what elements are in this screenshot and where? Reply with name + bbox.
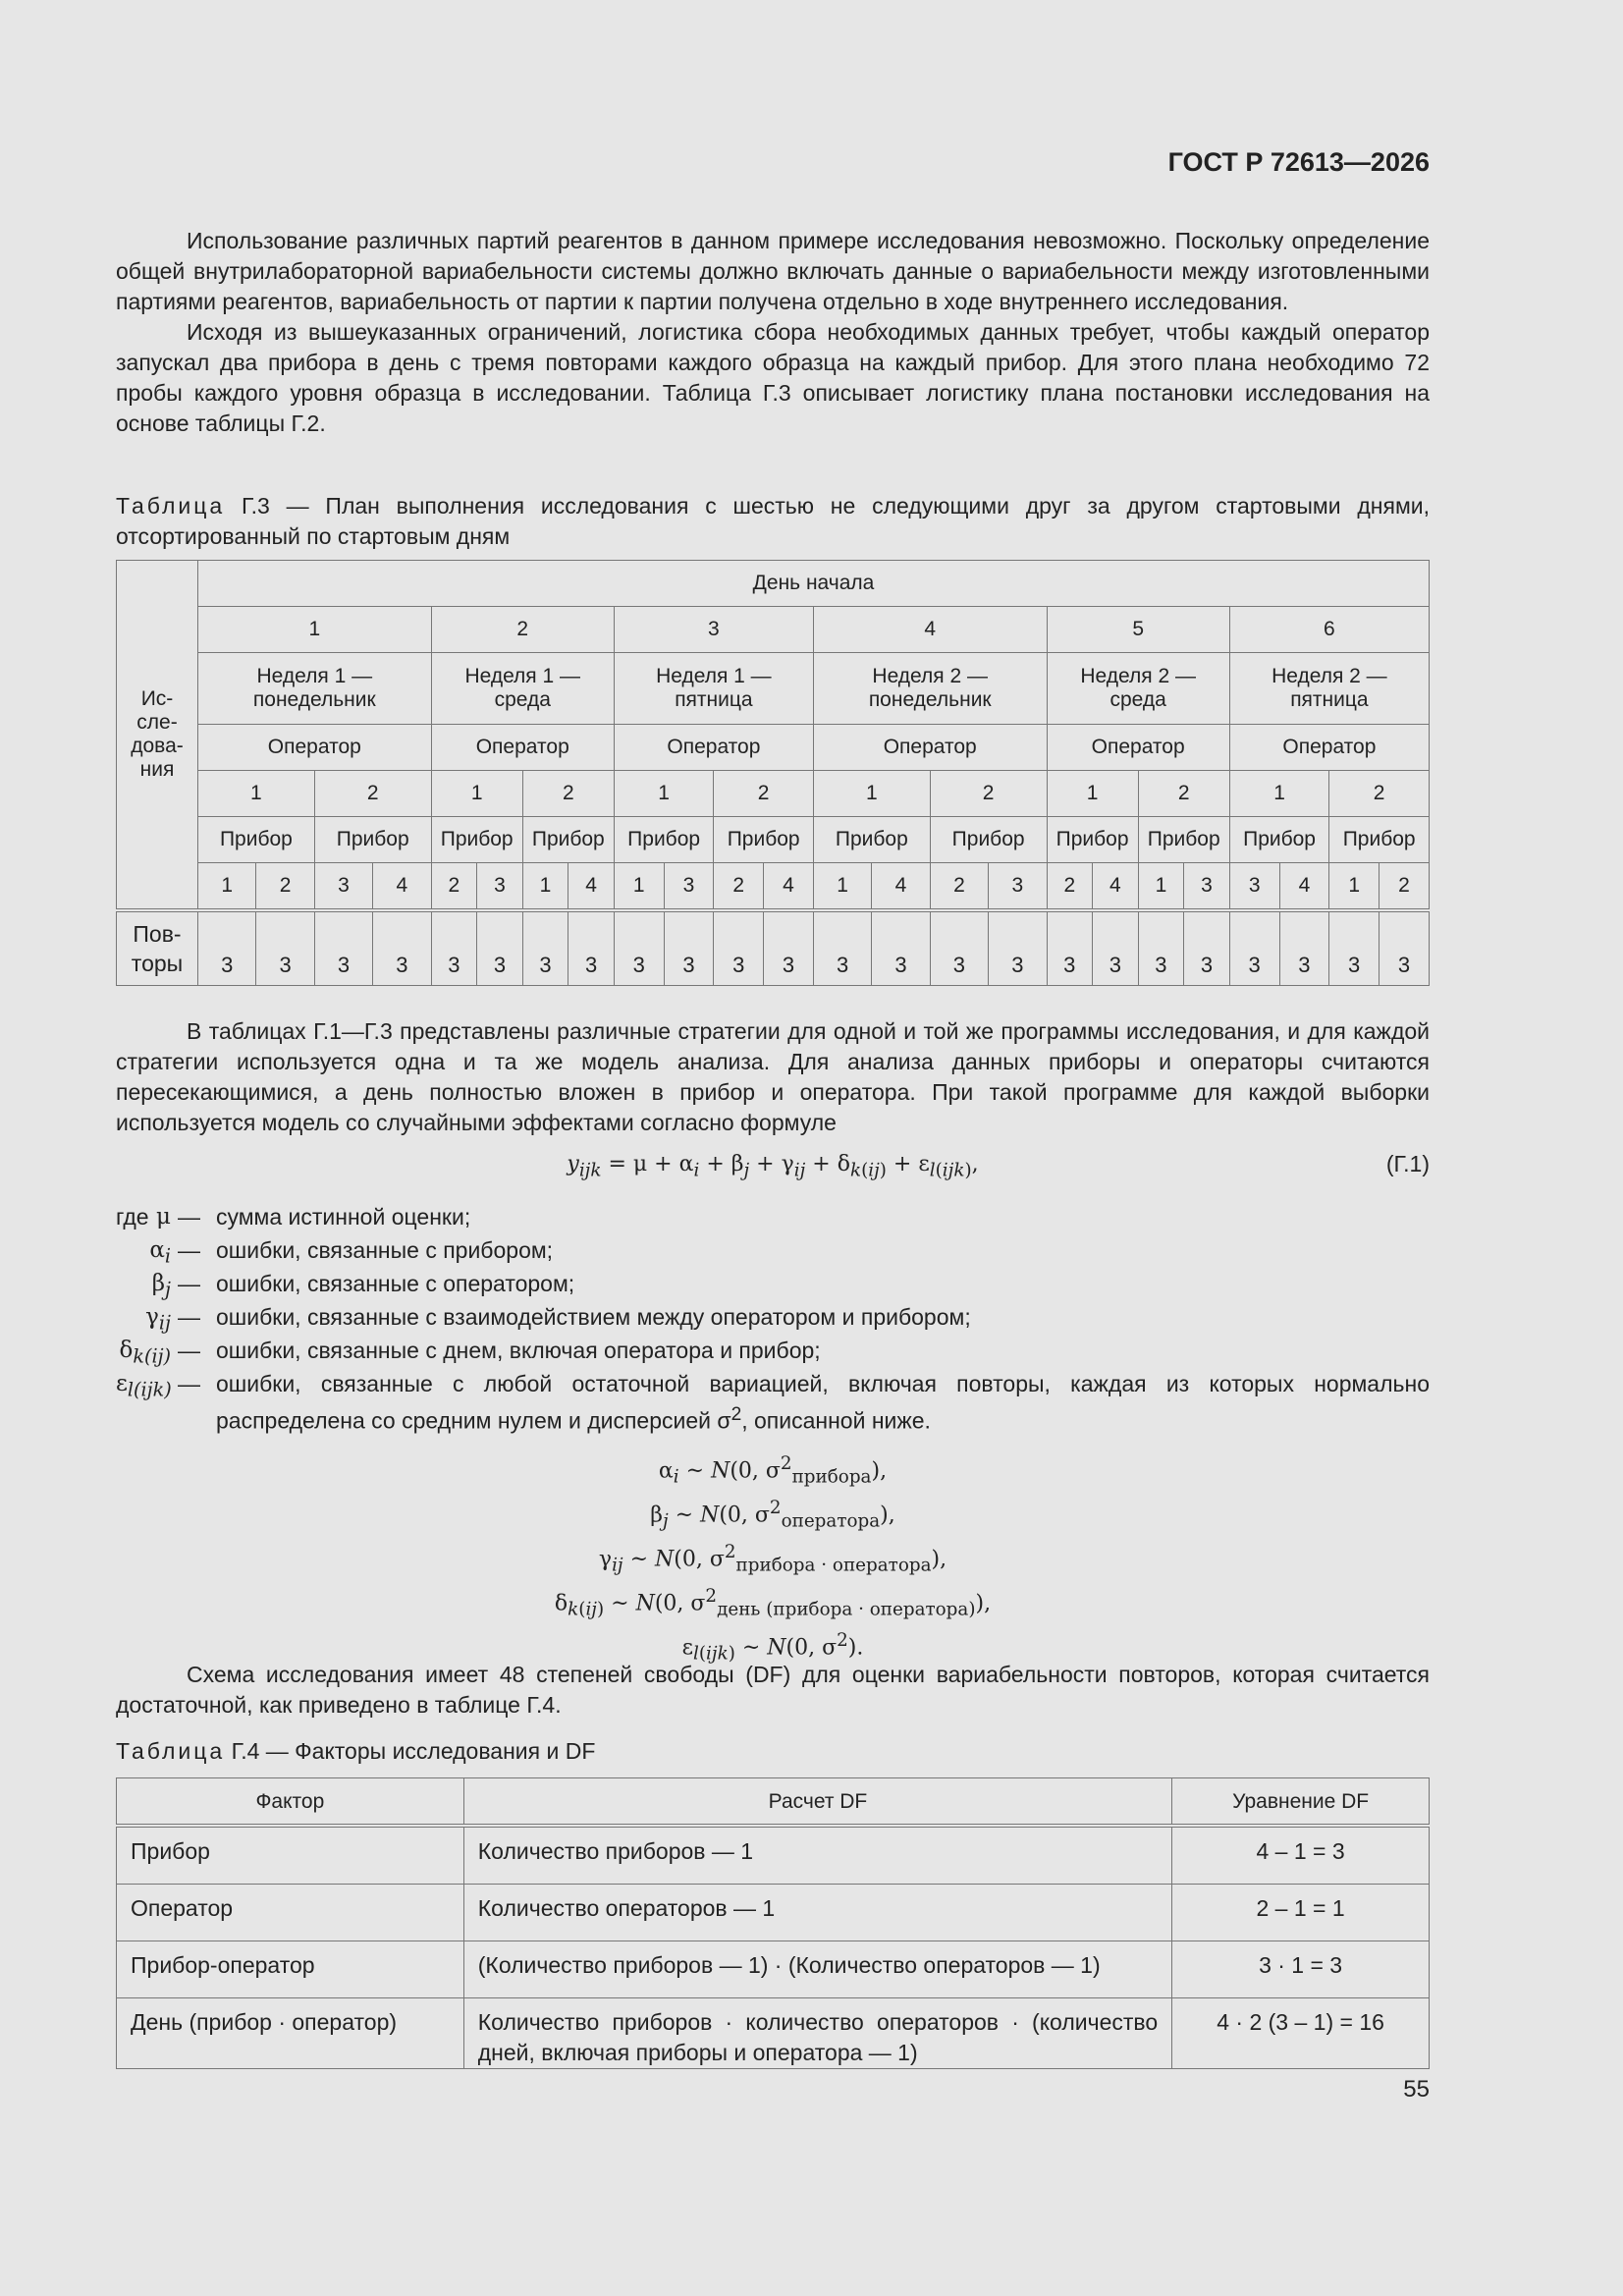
table3-device-number: 1	[1138, 863, 1184, 911]
where-item: $\alpha_i$ — ошибки, связанные с прибором;	[116, 1233, 1430, 1267]
table3-device-number: 4	[1093, 863, 1139, 911]
table3-device-label: Прибор	[198, 817, 315, 863]
table3-operator-number: 2	[1138, 771, 1229, 817]
table3-operator-number: 1	[198, 771, 315, 817]
document-code: ГОСТ Р 72613—2026	[1167, 147, 1430, 177]
table3-repeat-value: 3	[664, 910, 714, 986]
table-row	[117, 1941, 1430, 1998]
table3-repeat-value: 3	[198, 910, 256, 986]
table3-week: Неделя 2 — пятница	[1229, 653, 1429, 725]
where-desc: ошибки, связанные с взаимодействием между оператором и прибором;	[216, 1304, 971, 1330]
where-item: $\beta_j$ — ошибки, связанные с оператором;	[116, 1267, 1430, 1300]
table4-cell-eq: 4 – 1 = 3	[1172, 1826, 1430, 1885]
table3-caption-text: Г.3 — План выполнения исследования с шестью не следующими друг за другом стартовыми днями, отсортированный по стартовым дням	[116, 493, 1430, 549]
table3-repeat-value: 3	[614, 910, 664, 986]
symbol-gamma: $\gamma_{ij}$	[145, 1304, 171, 1335]
symbol-epsilon: $\varepsilon_{l(ijk)}$	[116, 1371, 172, 1401]
table3-repeat-value: 3	[314, 910, 372, 986]
table4-cell-eq: 2 – 1 = 1	[1172, 1885, 1430, 1941]
table3-operator-number: 1	[1047, 771, 1138, 817]
df-paragraph: Схема исследования имеет 48 степеней свободы (DF) для оценки вариабельности повторов, которая считается достаточной, как приведено в таблице Г.4.	[116, 1662, 1430, 1718]
where-desc: ошибки, связанные с днем, включая оператора и прибор;	[216, 1338, 821, 1363]
table-row	[117, 561, 1430, 607]
table3-operator-number: 2	[1329, 771, 1430, 817]
symbol-alpha: $\alpha_i$	[149, 1237, 171, 1268]
where-desc: сумма истинной оценки;	[216, 1204, 471, 1230]
table-row	[117, 771, 1430, 817]
table3-device-label: Прибор	[522, 817, 614, 863]
distribution-formulas	[116, 1442, 1430, 1663]
table3-operator-number: 1	[813, 771, 930, 817]
where-desc: ошибки, связанные с любой остаточной вариацией, включая повторы, каждая из которых нормально распределена со средним нулем и дисперсией $\sigma^2$, описанной ниже.	[216, 1371, 1430, 1434]
table3-day: 3	[614, 607, 813, 653]
table4-header-eq: Уравнение DF	[1172, 1778, 1430, 1827]
table3-week: Неделя 1 — среда	[431, 653, 614, 725]
table-row	[117, 863, 1430, 911]
table-row	[117, 910, 1430, 986]
table3-week: Неделя 2 — понедельник	[813, 653, 1047, 725]
table3-repeat-value: 3	[1329, 910, 1380, 986]
where-prefix: где	[116, 1204, 149, 1230]
table3-operator-label: Оператор	[614, 725, 813, 771]
where-item: где μ — сумма истинной оценки;	[116, 1200, 1430, 1233]
table3-device-label: Прибор	[314, 817, 431, 863]
table3-repeat-value: 3	[568, 910, 615, 986]
table3-repeat-value: 3	[373, 910, 431, 986]
table4-caption-label: Таблица	[116, 1738, 226, 1764]
table3-device-number: 4	[373, 863, 431, 911]
table3-study-plan	[116, 560, 1430, 986]
table3-device-number: 1	[813, 863, 871, 911]
table3-start-day-header: День начала	[198, 561, 1430, 607]
table3-repeat-value: 3	[1380, 910, 1430, 986]
table3-device-number: 2	[1380, 863, 1430, 911]
symbol-mu: μ	[156, 1204, 171, 1230]
table3-device-label: Прибор	[1329, 817, 1430, 863]
table3-device-number: 3	[1229, 863, 1279, 911]
table3-device-number: 4	[568, 863, 615, 911]
table3-operator-label: Оператор	[1229, 725, 1429, 771]
where-item: $\gamma_{ij}$ — ошибки, связанные с взаимодействием между оператором и прибором;	[116, 1300, 1430, 1334]
table4-cell-eq: 3 · 1 = 3	[1172, 1941, 1430, 1998]
table4-cell-calc: Количество операторов — 1	[463, 1885, 1171, 1941]
table3-device-number: 3	[664, 863, 714, 911]
table3-day: 2	[431, 607, 614, 653]
table3-device-number: 2	[256, 863, 314, 911]
distribution-epsilon: $\varepsilon_{l(ijk)}$ ~ N(0, $\sigma^2$).	[681, 1630, 864, 1665]
table3-repeat-value: 3	[714, 910, 764, 986]
table3-operator-label: Оператор	[813, 725, 1047, 771]
table3-repeat-value: 3	[1279, 910, 1329, 986]
table3-device-label: Прибор	[813, 817, 930, 863]
table-row	[117, 1885, 1430, 1941]
table3-device-label: Прибор	[1047, 817, 1138, 863]
table-row	[117, 653, 1430, 725]
table3-operator-number: 2	[930, 771, 1047, 817]
table3-device-number: 1	[522, 863, 568, 911]
table3-device-number: 4	[764, 863, 814, 911]
table4-cell-factor: День (прибор · оператор)	[117, 1998, 464, 2069]
intro-section	[116, 226, 1430, 439]
table3-repeat-value: 3	[1047, 910, 1093, 986]
distribution-delta: $\delta_{k(ij)}$ ~ N(0, $\sigma^2_{день (прибора \cdot оператора)}$),	[554, 1586, 992, 1620]
table3-repeat-value: 3	[1229, 910, 1279, 986]
table3-device-number: 4	[872, 863, 930, 911]
table4-study-factors	[116, 1777, 1430, 2069]
table3-operator-label: Оператор	[1047, 725, 1229, 771]
table4-header-factor: Фактор	[117, 1778, 464, 1827]
where-item: $\varepsilon_{l(ijk)}$ — ошибки, связанные с любой остаточной вариацией, включая повторы, каждая из которых нормально распределена со средним нулем и дисперсией $\sigma^2$, описанной ниже.	[116, 1367, 1430, 1437]
table3-operator-number: 2	[522, 771, 614, 817]
table-row	[117, 1826, 1430, 1885]
table3-device-label: Прибор	[614, 817, 714, 863]
table4-caption	[116, 1736, 595, 1767]
table3-operator-number: 1	[431, 771, 522, 817]
table3-day: 6	[1229, 607, 1429, 653]
table3-day: 5	[1047, 607, 1229, 653]
formula-number: (Г.1)	[1385, 1151, 1430, 1176]
table3-device-number: 3	[314, 863, 372, 911]
table3-device-label: Прибор	[1138, 817, 1229, 863]
table3-repeat-value: 3	[764, 910, 814, 986]
table3-device-number: 1	[1329, 863, 1380, 911]
table3-device-number: 2	[1047, 863, 1093, 911]
symbol-beta: $\beta_j$	[151, 1271, 171, 1301]
table3-repeat-value: 3	[431, 910, 477, 986]
table3-repeat-value: 3	[989, 910, 1047, 986]
table3-device-number: 4	[1279, 863, 1329, 911]
table3-device-number: 2	[930, 863, 988, 911]
table3-device-label: Прибор	[431, 817, 522, 863]
table-row	[117, 817, 1430, 863]
table3-operator-number: 1	[1229, 771, 1329, 817]
table3-repeat-value: 3	[522, 910, 568, 986]
page-number: 55	[1403, 2076, 1430, 2103]
table3-device-number: 3	[989, 863, 1047, 911]
table3-repeat-value: 3	[1093, 910, 1139, 986]
table3-repeat-value: 3	[813, 910, 871, 986]
table3-device-number: 2	[431, 863, 477, 911]
table3-repeat-value: 3	[872, 910, 930, 986]
table3-operator-label: Оператор	[431, 725, 614, 771]
table3-week: Неделя 1 — понедельник	[198, 653, 432, 725]
table3-operator-number: 2	[714, 771, 814, 817]
table4-cell-eq: 4 · 2 (3 – 1) = 16	[1172, 1998, 1430, 2069]
table3-device-label: Прибор	[714, 817, 814, 863]
table4-cell-factor: Оператор	[117, 1885, 464, 1941]
symbol-delta: $\delta_{k(ij)}$	[119, 1338, 171, 1368]
where-desc: ошибки, связанные с оператором;	[216, 1271, 575, 1296]
table3-day: 1	[198, 607, 432, 653]
table3-caption	[116, 491, 1430, 552]
table4-cell-factor: Прибор-оператор	[117, 1941, 464, 1998]
table3-device-number: 1	[198, 863, 256, 911]
table4-caption-text: Г.4 — Факторы исследования и DF	[225, 1738, 596, 1764]
table4-cell-calc: Количество приборов · количество операторов · (количество дней, включая приборы и оператора — 1)	[463, 1998, 1171, 2069]
table3-device-number: 3	[1184, 863, 1230, 911]
document-page	[116, 0, 1430, 2296]
table3-device-number: 3	[477, 863, 523, 911]
table3-operator-number: 1	[614, 771, 714, 817]
table4-cell-calc: (Количество приборов — 1) · (Количество операторов — 1)	[463, 1941, 1171, 1998]
table3-repeat-value: 3	[1138, 910, 1184, 986]
intro-paragraph-2: Исходя из вышеуказанных ограничений, логистика сбора необходимых данных требует, чтобы каждый оператор запускал два прибора в день с тремя повторами каждого образца на каждый прибор. Для этого плана необходимо 72 пробы каждого уровня образца в исследовании. Таблица Г.3 описывает логистику плана постановки исследования на основе таблицы Г.2.	[116, 319, 1430, 436]
table-row	[117, 725, 1430, 771]
where-item: $\delta_{k(ij)}$ — ошибки, связанные с днем, включая оператора и прибор;	[116, 1334, 1430, 1367]
table3-device-label: Прибор	[930, 817, 1047, 863]
distribution-beta: $\beta_j$ ~ N(0, $\sigma^2_{оператора}$),	[650, 1498, 895, 1532]
table3-repeats-label: Пов- торы	[117, 910, 198, 986]
table3-device-label: Прибор	[1229, 817, 1329, 863]
table4-cell-factor: Прибор	[117, 1826, 464, 1885]
table3-device-number: 1	[614, 863, 664, 911]
where-desc: ошибки, связанные с прибором;	[216, 1237, 554, 1263]
table4-cell-calc: Количество приборов — 1	[463, 1826, 1171, 1885]
table3-day: 4	[813, 607, 1047, 653]
distribution-alpha: $\alpha_i$ ~ N(0, $\sigma^2_{прибора}$),	[658, 1453, 888, 1488]
distribution-gamma: $\gamma_{ij}$ ~ N(0, $\sigma^2_{прибора \cdot оператора}$),	[598, 1542, 947, 1576]
table4-header-calc: Расчет DF	[463, 1778, 1171, 1827]
formula-g1	[116, 1149, 1430, 1185]
where-list	[116, 1200, 1430, 1437]
table3-caption-label: Таблица	[116, 493, 226, 519]
table3-operator-number: 2	[314, 771, 431, 817]
table3-study-header: Ис- сле- дова- ния	[117, 561, 198, 911]
table-row	[117, 607, 1430, 653]
table3-repeat-value: 3	[1184, 910, 1230, 986]
table3-week: Неделя 1 — пятница	[614, 653, 813, 725]
table3-repeat-value: 3	[930, 910, 988, 986]
table3-repeat-value: 3	[477, 910, 523, 986]
table-row	[117, 1998, 1430, 2069]
table3-repeat-value: 3	[256, 910, 314, 986]
table3-device-number: 2	[714, 863, 764, 911]
table3-week: Неделя 2 — среда	[1047, 653, 1229, 725]
intro-paragraph-1: Использование различных партий реагентов в данном примере исследования невозможно. Поскольку определение общей внутрилабораторной вариабельности системы должно включать данные о вариабельности между изготовленными партиями реагентов, вариабельность от партии к партии получена отдельно в ходе внутреннего исследования.	[116, 228, 1430, 314]
after-table-paragraph: В таблицах Г.1—Г.3 представлены различные стратегии для одной и той же программы исследования, и для каждой стратегии используется одна и та же модель анализа. Для анализа данных приборы и операторы считаются пересекающимися, а день полностью вложен в прибор и оператора. При такой программе для каждой выборки используется модель со случайными эффектами согласно формуле	[116, 1018, 1430, 1135]
table3-operator-label: Оператор	[198, 725, 432, 771]
formula-expression: $y_{ijk} = \mu + \alpha_i + \beta_j + \gamma_{ij} + \delta_{k(ij)} + \varepsilon_{l(ijk)}$,	[567, 1152, 979, 1181]
